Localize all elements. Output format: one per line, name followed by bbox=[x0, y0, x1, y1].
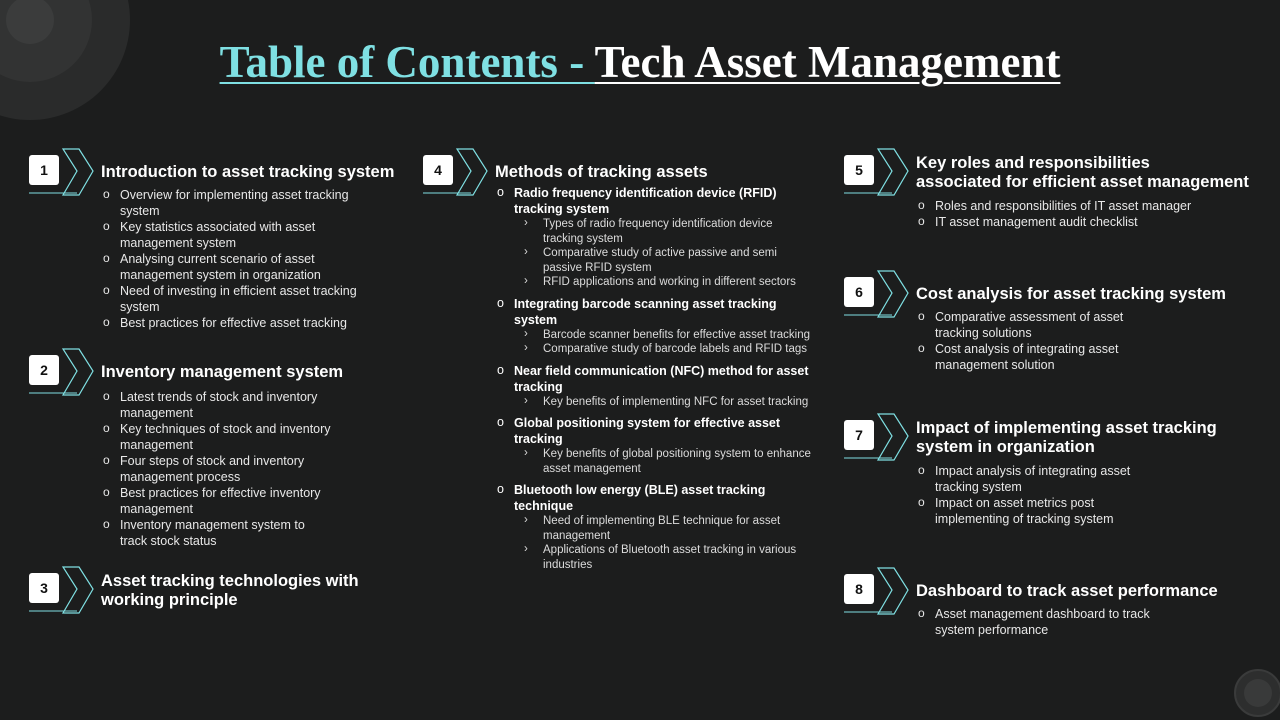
sub-list bbox=[514, 514, 815, 572]
list-item: o Best practices for effective asset tracking bbox=[101, 315, 371, 331]
list-item: o Key statistics associated with asset management system bbox=[101, 219, 371, 251]
sub-item: › Need of implementing BLE technique for asset management bbox=[514, 514, 815, 543]
list-item: o Cost analysis of integrating asset management solution bbox=[916, 341, 1146, 373]
list-item: o Asset management dashboard to track system performance bbox=[916, 606, 1176, 638]
section-number-badge bbox=[842, 566, 914, 616]
list-item: o Impact on asset metrics post implementing of tracking system bbox=[916, 495, 1156, 527]
list-item: o Roles and responsibilities of IT asset manager bbox=[916, 198, 1236, 214]
list-item: o Four steps of stock and inventory management process bbox=[101, 453, 331, 485]
sub-item: › Comparative study of barcode labels and RFID tags bbox=[514, 342, 815, 357]
section-number: 6 bbox=[844, 277, 874, 307]
list-item bbox=[495, 296, 815, 357]
sub-item: › Types of radio frequency identification device tracking system bbox=[514, 217, 815, 246]
section-number: 7 bbox=[844, 420, 874, 450]
section-heading: Cost analysis for asset tracking system bbox=[916, 285, 1226, 303]
list-item: o Comparative assessment of asset tracking solutions bbox=[916, 309, 1146, 341]
list-item: o Inventory management system to track stock status bbox=[101, 517, 331, 549]
method-label: Integrating barcode scanning asset tracking system bbox=[514, 296, 777, 327]
section-items bbox=[101, 389, 331, 549]
list-item: o Best practices for effective inventory management bbox=[101, 485, 331, 517]
method-label: Near field communication (NFC) method for asset tracking bbox=[514, 363, 809, 394]
methods-list bbox=[495, 185, 815, 578]
sub-list bbox=[514, 447, 815, 476]
section-heading: associated for efficient asset management bbox=[916, 173, 1249, 191]
list-item: o Need of investing in efficient asset tracking system bbox=[101, 283, 371, 315]
section-heading: system in organization bbox=[916, 438, 1095, 456]
section-heading: Dashboard to track asset performance bbox=[916, 582, 1218, 600]
list-item: o Overview for implementing asset tracking system bbox=[101, 187, 371, 219]
title-highlight: Table of Contents - bbox=[219, 37, 595, 87]
section-items bbox=[916, 198, 1236, 230]
section-heading: Asset tracking technologies with working principle bbox=[101, 572, 359, 609]
list-item bbox=[495, 185, 815, 290]
sub-item: › Comparative study of active passive and semi passive RFID system bbox=[514, 246, 815, 275]
section-heading: Inventory management system bbox=[101, 363, 344, 381]
section-number: 5 bbox=[844, 155, 874, 185]
section-number-badge bbox=[421, 147, 493, 197]
section-number: 4 bbox=[423, 155, 453, 185]
sub-item: › Applications of Bluetooth asset tracking in various industries bbox=[514, 543, 815, 572]
sub-list bbox=[514, 217, 815, 290]
section-items bbox=[916, 463, 1156, 527]
list-item bbox=[495, 363, 815, 410]
list-item: o IT asset management audit checklist bbox=[916, 214, 1236, 230]
section-items bbox=[916, 309, 1146, 373]
list-item bbox=[495, 415, 815, 476]
sub-item: › Key benefits of implementing NFC for asset tracking bbox=[514, 395, 815, 410]
section-heading: Introduction to asset tracking system bbox=[101, 163, 395, 181]
page-title bbox=[0, 36, 1280, 88]
sub-item: › Barcode scanner benefits for effective asset tracking bbox=[514, 328, 815, 343]
list-item: o Analysing current scenario of asset management system in organization bbox=[101, 251, 371, 283]
sub-item: › Key benefits of global positioning system to enhance asset management bbox=[514, 447, 815, 476]
sub-item: › RFID applications and working in different sectors bbox=[514, 275, 815, 290]
list-item: o Key techniques of stock and inventory management bbox=[101, 421, 331, 453]
sub-list bbox=[514, 395, 815, 410]
list-item: o Latest trends of stock and inventory management bbox=[101, 389, 331, 421]
section-number-badge bbox=[27, 347, 99, 397]
section-items bbox=[916, 606, 1176, 638]
section-items bbox=[101, 187, 371, 331]
method-label: Global positioning system for effective asset tracking bbox=[514, 416, 781, 446]
section-number: 2 bbox=[29, 355, 59, 385]
decorative-circle bbox=[1244, 679, 1272, 707]
method-label: Bluetooth low energy (BLE) asset tracking technique bbox=[514, 483, 766, 513]
section-number: 1 bbox=[29, 155, 59, 185]
section-number: 8 bbox=[844, 574, 874, 604]
section-number-badge bbox=[842, 412, 914, 462]
section-number-badge bbox=[27, 147, 99, 197]
title-main: Tech Asset Management bbox=[594, 37, 1061, 87]
section-number-badge bbox=[27, 565, 99, 615]
section-heading: Impact of implementing asset tracking bbox=[916, 419, 1217, 437]
section-number: 3 bbox=[29, 573, 59, 603]
sub-list bbox=[514, 328, 815, 357]
section-number-badge bbox=[842, 147, 914, 197]
section-heading: Key roles and responsibilities bbox=[916, 154, 1150, 172]
method-label: Radio frequency identification device (RFID) tracking system bbox=[514, 186, 777, 216]
list-item: o Impact analysis of integrating asset tracking system bbox=[916, 463, 1156, 495]
section-number-badge bbox=[842, 269, 914, 319]
list-item bbox=[495, 482, 815, 572]
section-heading: Methods of tracking assets bbox=[495, 163, 708, 181]
